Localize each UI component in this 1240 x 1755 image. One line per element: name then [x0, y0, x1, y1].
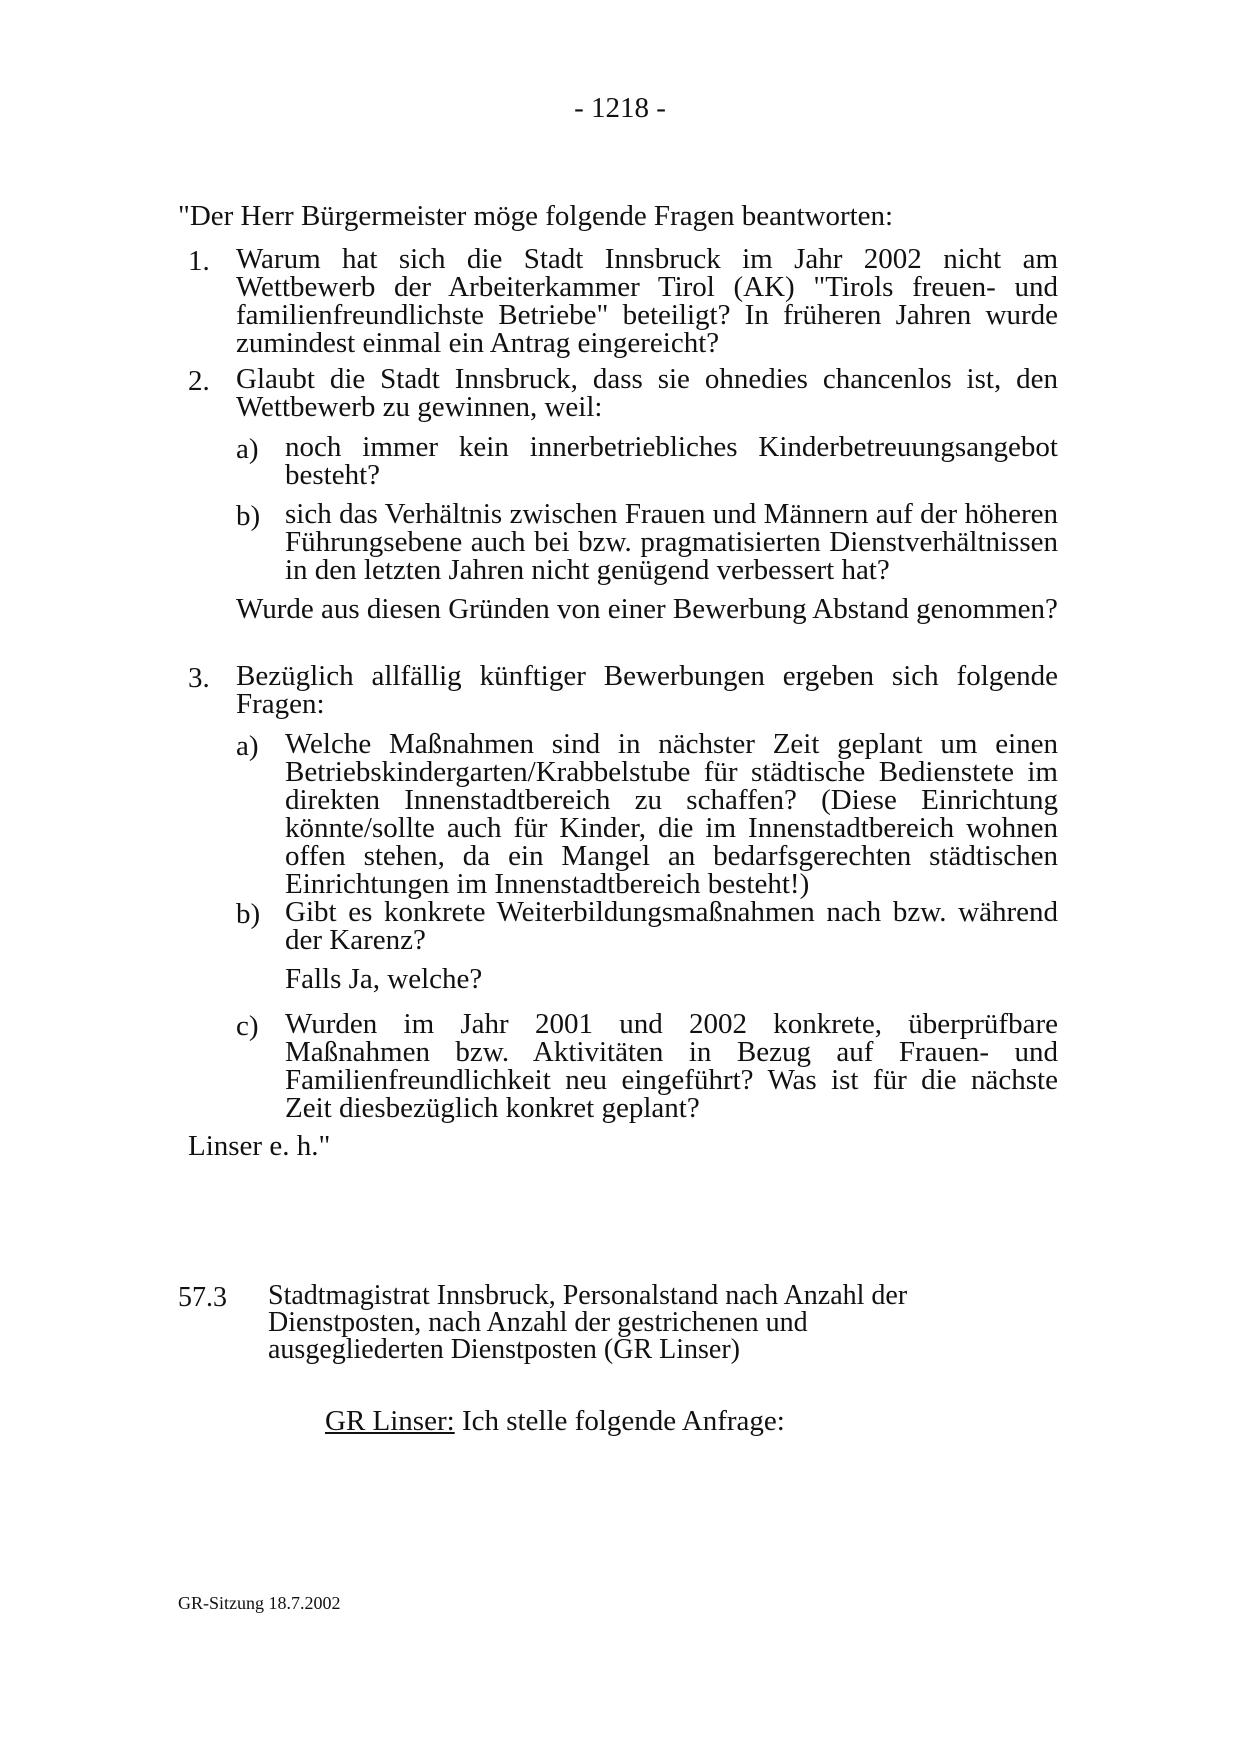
question-number: 1.	[188, 245, 210, 277]
sub-extra-text: Falls Ja, welche?	[285, 963, 483, 995]
sub-label: b)	[236, 898, 261, 930]
sub-text: sich das Verhältnis zwischen Frauen und Männern auf der höheren Führungsebene auch bei bzw. pragmatisierten Dienstverhältnissen in den letzten Jahren nicht genügend verbessert hat?	[285, 498, 1058, 586]
sub-text: Welche Maßnahmen sind in nächster Zeit geplant um einen Betriebskindergarten/Krabbelstube für städtische Bedienstete im direkten Innenstadtbereich zu schaffen? (Diese Einrichtung könnte/sollte auch für Kinder, die im Innenstadtbereich wohnen offen stehen, da ein Mangel an bedarfsgerechten städtischen Einrichtungen im Innenstadtbereich besteht!)	[285, 728, 1058, 900]
sub-label: a)	[236, 433, 259, 465]
speaker-name: GR Linser:	[325, 1405, 455, 1437]
speaker-line	[325, 1405, 785, 1438]
sub-text: Wurden im Jahr 2001 und 2002 konkrete, überprüfbare Maßnahmen bzw. Aktivitäten in Bezug auf Frauen- und Familienfreundlichkeit neu eingeführt? Was ist für die nächste Zeit diesbezüglich konkret geplant?	[285, 1008, 1058, 1124]
question-number: 2.	[188, 365, 210, 397]
followup-text: Wurde aus diesen Gründen von einer Bewerbung Abstand genommen?	[236, 593, 1058, 625]
speaker-text: Ich stelle folgende Anfrage:	[454, 1405, 785, 1437]
intro-line: "Der Herr Bürgermeister möge folgende Fragen beantworten:	[178, 200, 894, 232]
section-number: 57.3	[178, 1282, 227, 1313]
question-text: Glaubt die Stadt Innsbruck, dass sie ohnedies chancenlos ist, den Wettbewerb zu gewinnen, weil:	[236, 363, 1058, 423]
page-number: - 1218 -	[574, 92, 666, 124]
section-title: Stadtmagistrat Innsbruck, Personalstand nach Anzahl der Dienstposten, nach Anzahl der gestrichenen und ausgegliederten Dienstposten (GR Linser)	[268, 1280, 908, 1365]
sub-label: b)	[236, 500, 261, 532]
sub-label: a)	[236, 730, 259, 762]
question-text: Bezüglich allfällig künftiger Bewerbungen ergeben sich folgende Fragen:	[236, 660, 1058, 720]
sub-text: Gibt es konkrete Weiterbildungsmaßnahmen nach bzw. während der Karenz?	[285, 896, 1058, 956]
question-number: 3.	[188, 662, 210, 694]
sub-text: noch immer kein innerbetriebliches Kinderbetreuungsangebot besteht?	[285, 431, 1058, 491]
sub-label: c)	[236, 1010, 259, 1042]
footer: GR-Sitzung 18.7.2002	[178, 1593, 341, 1613]
signature: Linser e. h."	[188, 1130, 331, 1162]
question-text: Warum hat sich die Stadt Innsbruck im Jahr 2002 nicht am Wettbewerb der Arbeiterkammer Tirol (AK) "Tirols freuen- und familienfreundlichste Betriebe" beteiligt? In früheren Jahren wurde zumindest einmal ein Antrag eingereicht?	[236, 243, 1058, 359]
